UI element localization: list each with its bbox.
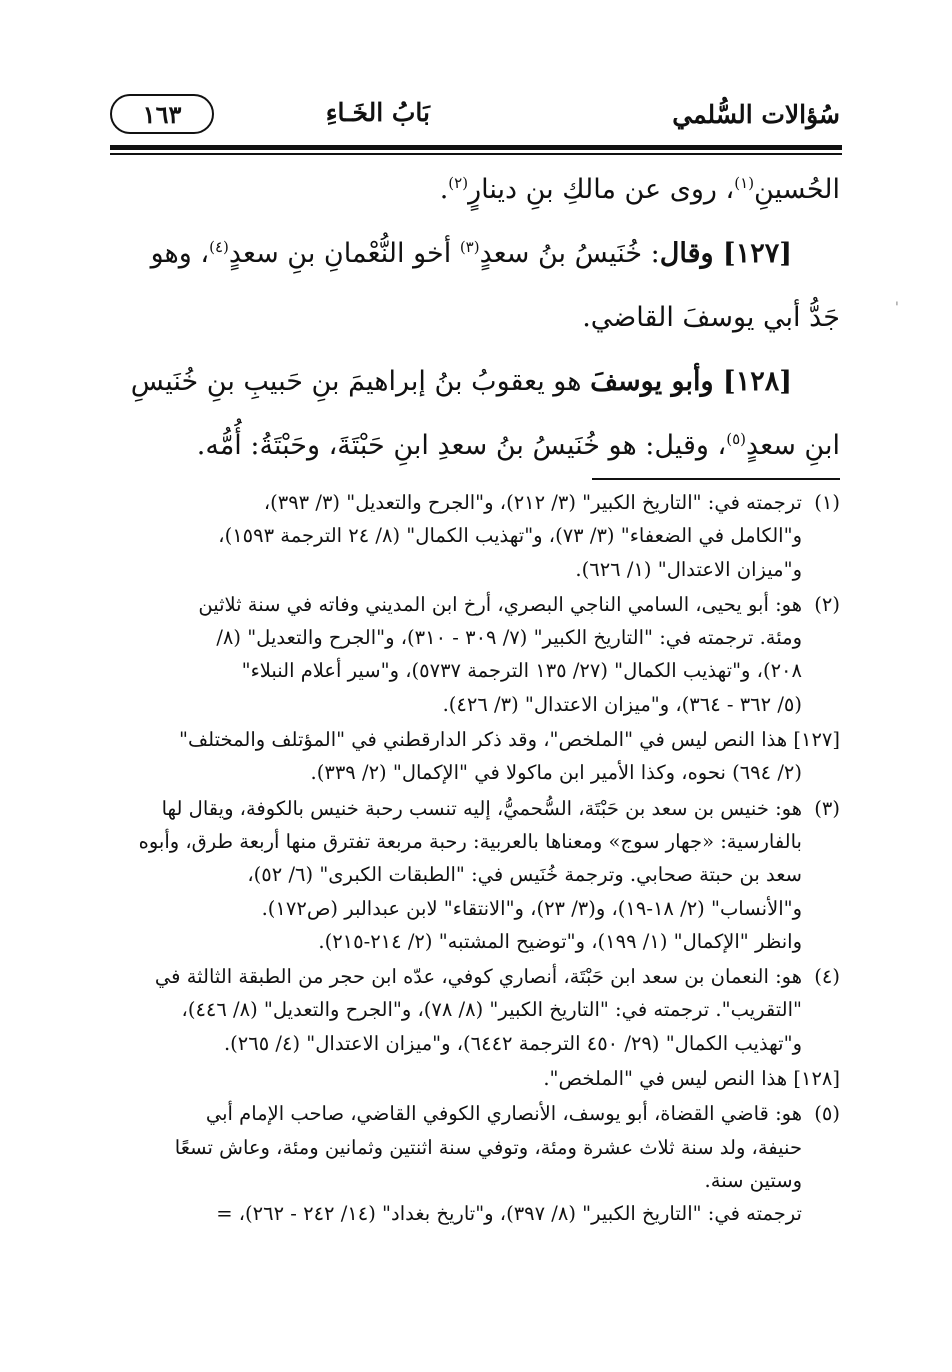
footnote-text: هو: قاضي القضاة، أبو يوسف، الأنصاري الكوفي القاضي، صاحب الإمام أبي (205, 1102, 802, 1126)
footnote-text: سعد بن حبتة صحابي. وترجمة خُنَيس في: "الطبقات الكبرى" (٦/ ٥٢)، (247, 863, 802, 887)
main-text-run: الحُسينِ (754, 174, 840, 205)
footnote-ref: (٥) (726, 430, 747, 448)
book-title: سُؤالات السُّلمي (672, 100, 840, 129)
footnote-line (112, 588, 840, 621)
footnote-line (112, 892, 840, 925)
footnote-line (112, 1097, 840, 1130)
footnote-number: (٣) (814, 796, 840, 820)
footnote-text: بالفارسية: «جهار سوج» ومعناها بالعربية: رحبة مربعة تفترق منها أربعة طرق، وأبوه (138, 829, 802, 853)
footnote-text: [١٢٨] هذا النص ليس في "الملخص". (543, 1067, 840, 1091)
main-text-run: هو يعقوبُ بنُ إبراهيمَ بنِ حَبيبِ بنِ خُنَيسِ (130, 366, 591, 397)
chapter-title: بَابُ الخَـاءِ (325, 98, 430, 127)
footnote-text: (٢/ ٦٩٤) نحوه، وكذا الأمير ابن ماكولا في "الإكمال" (٢/ ٣٣٩). (310, 761, 802, 785)
page-number: ١٦٣ (110, 94, 214, 134)
footnote-line (112, 960, 840, 993)
footnote-ref: (٣) (459, 238, 480, 256)
main-line (112, 286, 840, 350)
main-line (112, 414, 840, 478)
footnote-line (112, 858, 840, 891)
main-text-run: . (439, 174, 449, 205)
footnote-line (112, 1027, 840, 1060)
footnote-text: حنيفة، ولد سنة ثلاث عشرة ومئة، وتوفي سنة اثنتين وثمانين ومئة، وعاش تسعًا (174, 1135, 802, 1159)
footnote-line (112, 756, 840, 789)
main-line (112, 158, 840, 222)
footnote-line (112, 1062, 840, 1095)
footnotes (112, 486, 840, 1231)
footnote-text: وستين سنة. (704, 1168, 802, 1192)
footnote-line (112, 825, 840, 858)
footnote-line (112, 1131, 840, 1164)
footnote-line (112, 553, 840, 586)
margin-mark: ' (895, 300, 899, 316)
footnote-text: هو: خنيس بن سعد بن حَبْتَة، السُّحميُّ، إليه تنسب رحبة خنيس بالكوفة، ويقال لها (161, 796, 802, 820)
main-text-run: ابنِ سعدٍ (746, 430, 840, 461)
footnote-text: ٢٠٨)، و"تهذيب الكمال" (٢٧/ ١٣٥ الترجمة ٥٧٣٧)، و"سير أعلام النبلاء" (241, 659, 802, 683)
footnote-text: ترجمته في: "التاريخ الكبير" (٣/ ٢١٢)، و"الجرح والتعديل" (٣/ ٣٩٣)، (263, 491, 802, 514)
main-text-run: جَدُّ أبي يوسفَ القاضي. (582, 302, 840, 333)
main-text-run: ، وهو (150, 238, 210, 269)
footnote-text: و"تهذيب الكمال" (٢٩/ ٤٥٠ الترجمة ٦٤٤٢)، و"ميزان الاعتدال" (٤/ ٢٦٥). (223, 1031, 802, 1055)
footnote-line (112, 1164, 840, 1197)
footnote-line (112, 1197, 840, 1230)
footnote-text: و"الأنساب" (٢/ ١٨-١٩)، و(٣/ ٢٣)، و"الانتقاء" لابن عبدالبر (ص١٧٢). (261, 896, 802, 920)
footnote-number: (٤) (814, 965, 840, 989)
footnote-number: (١) (814, 491, 840, 514)
footnote-line (112, 993, 840, 1026)
footnote-line (112, 723, 840, 756)
footnote-ref: (٤) (209, 238, 229, 256)
main-line (112, 350, 840, 414)
footnote-line (112, 792, 840, 825)
footnote-text: و"الكامل في الضعفاء" (٣/ ٧٣)، و"تهذيب الكمال" (٨/ ٢٤ الترجمة ١٥٩٣)، (218, 524, 802, 548)
footnote-line (112, 688, 840, 721)
footnote-line (112, 486, 840, 519)
footnote-ref: (١) (734, 174, 755, 192)
main-text-run: ، روى عن مالكِ بنِ دينارٍ (468, 174, 735, 205)
main-text-run: ، وقيل: هو خُنَيسُ بنُ سعدِ ابنِ حَبْتَةَ، وحَبْتَةُ: أُمُّه. (196, 430, 727, 461)
footnote-text: هو: النعمان بن سعد ابن حَبْتَة، أنصاري كوفي، عدّه ابن حجر من الطبقة الثالثة في (154, 965, 802, 989)
footnote-line (112, 925, 840, 958)
footnote-text: (٥/ ٣٦٢ - ٣٦٤)، و"ميزان الاعتدال" (٣/ ٤٢٦). (442, 692, 802, 716)
footnote-line (112, 621, 840, 654)
footnote-line (112, 654, 840, 687)
main-text (112, 158, 840, 478)
header-rule-thin (110, 153, 842, 155)
footnote-text: "التقريب". ترجمته في: "التاريخ الكبير" (٨/ ٧٨)، و"الجرح والتعديل" (٨/ ٤٤٦)، (181, 998, 802, 1022)
footnote-ref: (٢) (448, 174, 469, 192)
main-text-run: : خُنَيسُ بنُ سعدٍ (479, 238, 660, 269)
entry-lead: [١٢٧] وقال (659, 238, 792, 269)
footnote-number: (٥) (814, 1102, 840, 1126)
footnote-text: وانظر "الإكمال" (١/ ١٩٩)، و"توضيح المشتبه" (٢/ ٢١٤-٢١٥). (318, 929, 802, 953)
footnote-number: (٢) (814, 592, 840, 616)
footnote-text: [١٢٧] هذا النص ليس في "الملخص"، وقد ذكر الدارقطني في "المؤتلف والمختلف" (179, 728, 840, 752)
footnote-text: و"ميزان الاعتدال" (١/ ٦٢٦). (575, 557, 802, 581)
footnote-line (112, 519, 840, 552)
entry-lead: [١٢٨] وأبو يوسفَ (590, 366, 792, 397)
footnote-text: هو: أبو يحيى، السامي الناجي البصري، أرخ ابن المديني وفاته في سنة ثلاثين (198, 592, 802, 616)
footnote-text: ومئة. ترجمته في: "التاريخ الكبير" (٧/ ٣٠٩ - ٣١٠)، و"الجرح والتعديل" (٨/ (216, 626, 802, 650)
header-rule-thick (110, 145, 842, 150)
footnote-text: ترجمته في: "التاريخ الكبير" (٨/ ٣٩٧)، و"تاريخ بغداد" (١٤/ ٢٤٢ - ٢٦٢)، = (216, 1202, 802, 1226)
main-text-run: أخو النُّعْمانِ بنِ سعدٍ (228, 238, 460, 269)
main-line (112, 222, 840, 286)
footnote-separator (592, 478, 840, 480)
running-header (110, 88, 840, 140)
